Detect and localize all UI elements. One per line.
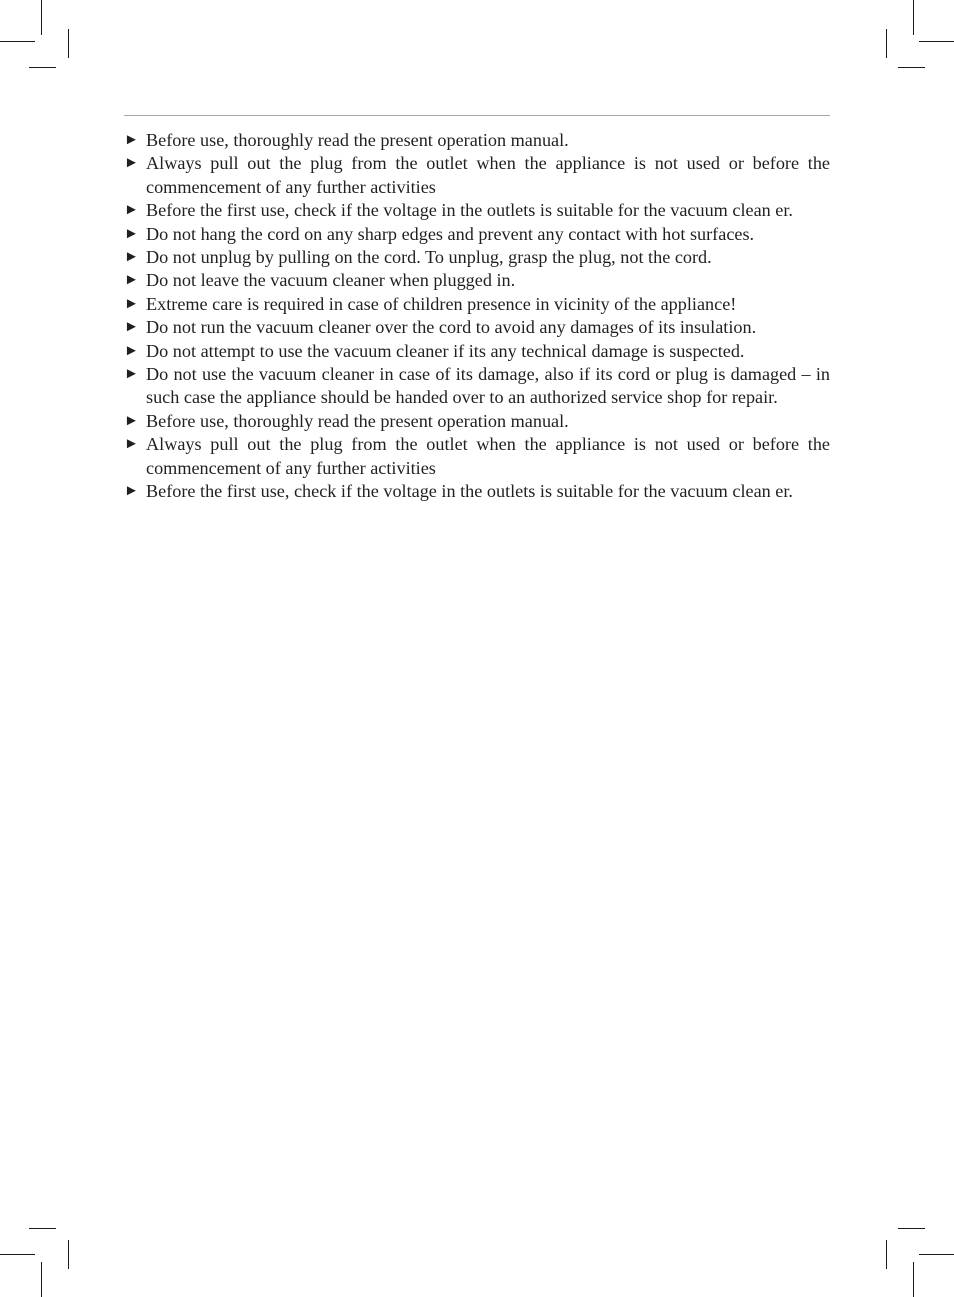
instruction-text: Do not attempt to use the vacuum cleaner if its any technical damage is suspected. <box>146 340 745 361</box>
crop-mark <box>68 29 69 58</box>
instruction-text: Before use, thoroughly read the present operation manual. <box>146 130 569 150</box>
list-item <box>124 269 830 292</box>
list-item <box>124 433 830 480</box>
instruction-text: Do not leave the vacuum cleaner when plugged in. <box>146 270 516 291</box>
crop-mark <box>913 1262 914 1297</box>
bullet-arrow-icon: ► <box>124 319 139 336</box>
list-item <box>124 480 830 503</box>
crop-mark <box>913 0 914 35</box>
instruction-text: Always pull out the plug from the outlet when the appliance is not used or before the commencement of any further activities <box>146 153 830 197</box>
crop-mark <box>41 0 42 35</box>
crop-mark <box>898 1228 925 1229</box>
instruction-text: Before the first use, check if the voltage in the outlets is suitable for the vacuum clean er. <box>146 481 793 502</box>
crop-mark <box>0 41 35 42</box>
bullet-arrow-icon: ► <box>124 249 139 266</box>
list-item <box>124 152 830 199</box>
bullet-arrow-icon: ► <box>124 342 139 359</box>
instruction-text: Before the first use, check if the voltage in the outlets is suitable for the vacuum clean er. <box>146 200 793 221</box>
instruction-text: Before use, thoroughly read the present operation manual. <box>146 410 569 431</box>
list-item <box>124 316 830 339</box>
crop-mark <box>919 41 954 42</box>
instruction-text: Extreme care is required in case of children presence in vicinity of the appliance! <box>146 293 737 314</box>
bullet-arrow-icon: ► <box>124 155 139 172</box>
bullet-arrow-icon: ► <box>124 225 139 242</box>
header-rule <box>124 115 830 116</box>
crop-mark <box>886 29 887 58</box>
bullet-arrow-icon: ► <box>124 436 139 453</box>
crop-mark <box>886 1240 887 1269</box>
list-item <box>124 293 830 316</box>
crop-mark <box>68 1240 69 1269</box>
list-item <box>124 199 830 222</box>
list-item <box>124 340 830 363</box>
list-item <box>124 363 830 410</box>
instruction-text: Do not hang the cord on any sharp edges and prevent any contact with hot surfaces. <box>146 223 755 244</box>
safety-instructions-list <box>124 129 830 504</box>
list-item <box>124 410 830 433</box>
crop-mark <box>29 1228 56 1229</box>
instruction-text: Do not unplug by pulling on the cord. To unplug, grasp the plug, not the cord. <box>146 247 712 268</box>
instruction-text: Do not use the vacuum cleaner in case of its damage, also if its cord or plug is damaged – in such case the appliance should be handed over to an authorized service shop for repair. <box>146 364 830 408</box>
bullet-arrow-icon: ► <box>124 295 139 312</box>
bullet-arrow-icon: ► <box>124 272 139 289</box>
crop-mark <box>41 1262 42 1297</box>
bullet-arrow-icon: ► <box>124 483 139 500</box>
bullet-arrow-icon: ► <box>124 412 139 429</box>
crop-mark <box>919 1254 954 1255</box>
bullet-arrow-icon: ► <box>124 202 139 219</box>
list-item <box>124 129 830 152</box>
list-item <box>124 246 830 269</box>
crop-mark <box>0 1254 35 1255</box>
list-item <box>124 223 830 246</box>
bullet-arrow-icon: ► <box>124 366 139 383</box>
instruction-text: Do not run the vacuum cleaner over the cord to avoid any damages of its insulation. <box>146 317 757 338</box>
instruction-text: Always pull out the plug from the outlet when the appliance is not used or before the commencement of any further activities <box>146 434 830 478</box>
crop-mark <box>898 67 925 68</box>
bullet-arrow-icon: ► <box>124 132 139 148</box>
crop-mark <box>29 67 56 68</box>
